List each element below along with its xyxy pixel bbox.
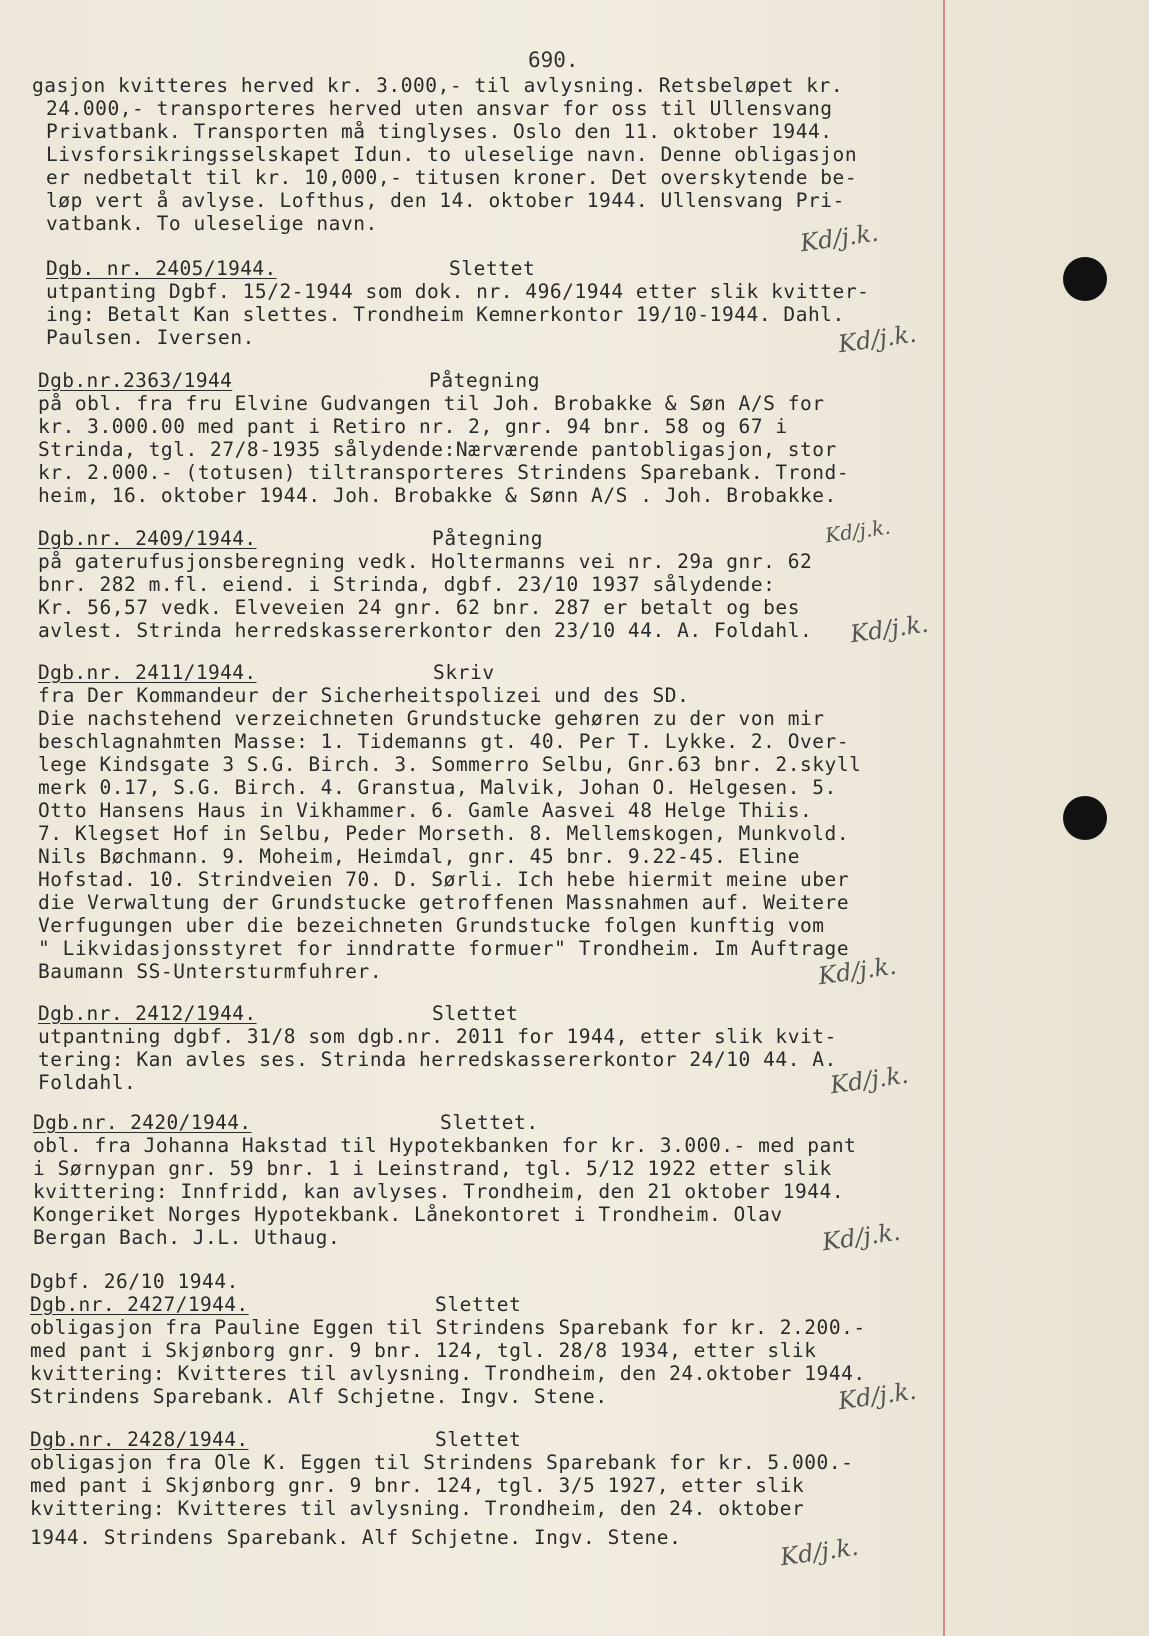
text-line: i Sørnypan gnr. 59 bnr. 1 i Leinstrand, tgl. 5/12 1922 etter slik: [33, 1157, 832, 1180]
entry-pre: Dgbf. 26/10 1944.: [30, 1270, 239, 1293]
entry-kind: Slettet: [435, 1428, 522, 1451]
text-line: Die nachstehend verzeichneten Grundstucke gehøren zu der von mir: [38, 707, 825, 730]
handwritten-initials: Kd/j.k.: [816, 951, 899, 991]
text-line: ing: Betalt Kan slettes. Trondheim Kemnerkontor 19/10-1944. Dahl.: [46, 303, 845, 326]
handwritten-initials: Kd/j.k.: [836, 319, 919, 359]
entry-ref: Dgb.nr. 2420/1944.: [33, 1111, 252, 1134]
entry-ref: Dgb.nr. 2411/1944.: [38, 661, 257, 684]
handwritten-initials: Kd/j.k.: [778, 1532, 861, 1572]
text-line: med pant i Skjønborg gnr. 9 bnr. 124, tgl. 28/8 1934, etter slik: [30, 1339, 817, 1362]
entry-kind: Slettet: [449, 257, 536, 280]
entry-kind: Påtegning: [432, 527, 544, 550]
entry-ref: Dgb. nr. 2405/1944.: [46, 257, 277, 280]
handwritten-initials-top: Kd/j.k.: [823, 514, 892, 548]
entry-kind: Slettet: [432, 1002, 519, 1025]
text-line: 7. Klegset Hof in Selbu, Peder Morseth. 8. Mellemskogen, Munkvold.: [38, 822, 850, 845]
text-line: Kongeriket Norges Hypotekbank. Lånekontoret i Trondheim. Olav: [33, 1203, 783, 1226]
binder-hole-top: [1063, 257, 1107, 301]
binder-hole-middle: [1063, 796, 1107, 840]
entry-ref: Dgb.nr. 2412/1944.: [38, 1002, 257, 1025]
text-line: Foldahl.: [38, 1071, 137, 1094]
entry-kind: Slettet: [435, 1293, 522, 1316]
text-line: Paulsen. Iversen.: [46, 326, 255, 349]
text-line: obligasjon fra Ole K. Eggen til Strindens Sparebank for kr. 5.000.-: [30, 1451, 854, 1474]
handwritten-initials: Kd/j.k.: [820, 1217, 903, 1257]
text-line: merk 0.17, S.G. Birch. 4. Granstua, Malvik, Johan O. Helgesen. 5.: [38, 776, 837, 799]
text-line: Verfugungen uber die bezeichneten Grundstucke folgen kunftig vom: [38, 914, 825, 937]
text-line: 1944. Strindens Sparebank. Alf Schjetne. Ingv. Stene.: [30, 1526, 682, 1549]
text-line: Bergan Bach. J.L. Uthaug.: [33, 1226, 341, 1249]
text-line: Strinda, tgl. 27/8-1935 sålydende:Nærværende pantobligasjon, stor: [38, 438, 837, 461]
text-line: kvittering: Innfridd, kan avlyses. Trondheim, den 21 oktober 1944.: [33, 1180, 845, 1203]
text-line: Strindens Sparebank. Alf Schjetne. Ingv. Stene.: [30, 1385, 608, 1408]
text-line: utpanting Dgbf. 15/2-1944 som dok. nr. 496/1944 etter slik kvitter-: [46, 280, 870, 303]
margin-rule: [943, 0, 945, 1636]
text-line: er nedbetalt til kr. 10,000,- titusen kroner. Det overskytende be-: [46, 166, 858, 189]
text-line: " Likvidasjonsstyret for inndratte formuer" Trondheim. Im Auftrage: [38, 937, 850, 960]
handwritten-initials: Kd/j.k.: [798, 218, 881, 258]
handwritten-initials: Kd/j.k.: [828, 1060, 911, 1100]
entry-ref: Dgb.nr.2363/1944: [38, 369, 233, 392]
text-line: gasjon kvitteres herved kr. 3.000,- til avlysning. Retsbeløpet kr.: [32, 74, 844, 97]
text-line: tering: Kan avles ses. Strinda herredskassererkontor 24/10 44. A.: [38, 1048, 837, 1071]
text-line: fra Der Kommandeur der Sicherheitspolizei und des SD.: [38, 684, 690, 707]
text-line: beschlagnahmten Masse: 1. Tidemanns gt. 40. Per T. Lykke. 2. Over-: [38, 730, 850, 753]
text-line: Privatbank. Transporten må tinglyses. Oslo den 11. oktober 1944.: [46, 120, 833, 143]
text-line: obl. fra Johanna Hakstad til Hypotekbanken for kr. 3.000.- med pant: [33, 1134, 857, 1157]
entry-kind: Slettet.: [440, 1111, 539, 1134]
text-line: Livsforsikringsselskapet Idun. to uleselige navn. Denne obligasjon: [46, 143, 858, 166]
entry-ref: Dgb.nr. 2427/1944.: [30, 1293, 249, 1316]
text-line: 24.000,- transporteres herved uten ansvar for oss til Ullensvang: [46, 97, 833, 120]
text-line: Kr. 56,57 vedk. Elveveien 24 gnr. 62 bnr. 287 er betalt og bes: [38, 596, 800, 619]
text-line: på obl. fra fru Elvine Gudvangen til Joh. Brobakke & Søn A/S for: [38, 392, 825, 415]
text-line: løp vert å avlyse. Lofthus, den 14. oktober 1944. Ullensvang Pri-: [46, 189, 845, 212]
text-line: med pant i Skjønborg gnr. 9 bnr. 124, tgl. 3/5 1927, etter slik: [30, 1474, 805, 1497]
text-line: Baumann SS-Untersturmfuhrer.: [38, 960, 383, 983]
entry-ref: Dgb.nr. 2409/1944.: [38, 527, 257, 550]
text-line: kvittering: Kvitteres til avlysning. Trondheim, den 24.oktober 1944.: [30, 1362, 866, 1385]
handwritten-initials: Kd/j.k.: [848, 609, 931, 649]
text-line: på gaterufusjonsberegning vedk. Holtermanns vei nr. 29a gnr. 62: [38, 550, 813, 573]
text-line: Otto Hansens Haus in Vikhammer. 6. Gamle Aasvei 48 Helge Thiis.: [38, 799, 813, 822]
text-line: kr. 2.000.- (totusen) tiltransporteres Strindens Sparebank. Trond-: [38, 461, 850, 484]
text-line: heim, 16. oktober 1944. Joh. Brobakke & Sønn A/S . Joh. Brobakke.: [38, 484, 837, 507]
text-line: obligasjon fra Pauline Eggen til Strindens Sparebank for kr. 2.200.-: [30, 1316, 866, 1339]
text-line: avlest. Strinda herredskassererkontor den 23/10 44. A. Foldahl.: [38, 619, 813, 642]
handwritten-initials: Kd/j.k.: [836, 1376, 919, 1416]
text-line: kvittering: Kvitteres til avlysning. Trondheim, den 24. oktober: [30, 1497, 805, 1520]
text-line: Hofstad. 10. Strindveien 70. D. Sørli. Ich hebe hiermit meine uber: [38, 868, 850, 891]
entry-kind: Påtegning: [429, 369, 541, 392]
page-number: 690.: [528, 48, 579, 72]
text-line: bnr. 282 m.fl. eiend. i Strinda, dgbf. 23/10 1937 sålydende:: [38, 573, 776, 596]
text-line: Nils Bøchmann. 9. Moheim, Heimdal, gnr. 45 bnr. 9.22-45. Eline: [38, 845, 800, 868]
text-line: utpantning dgbf. 31/8 som dgb.nr. 2011 for 1944, etter slik kvit-: [38, 1025, 837, 1048]
entry-kind: Skriv: [433, 661, 495, 684]
text-line: kr. 3.000.00 med pant i Retiro nr. 2, gnr. 94 bnr. 58 og 67 i: [38, 415, 788, 438]
text-line: vatbank. To uleselige navn.: [46, 212, 378, 235]
entry-ref: Dgb.nr. 2428/1944.: [30, 1428, 249, 1451]
text-line: lege Kindsgate 3 S.G. Birch. 3. Sommerro Selbu, Gnr.63 bnr. 2.skyll: [38, 753, 862, 776]
text-line: die Verwaltung der Grundstucke getroffenen Massnahmen auf. Weitere: [38, 891, 850, 914]
